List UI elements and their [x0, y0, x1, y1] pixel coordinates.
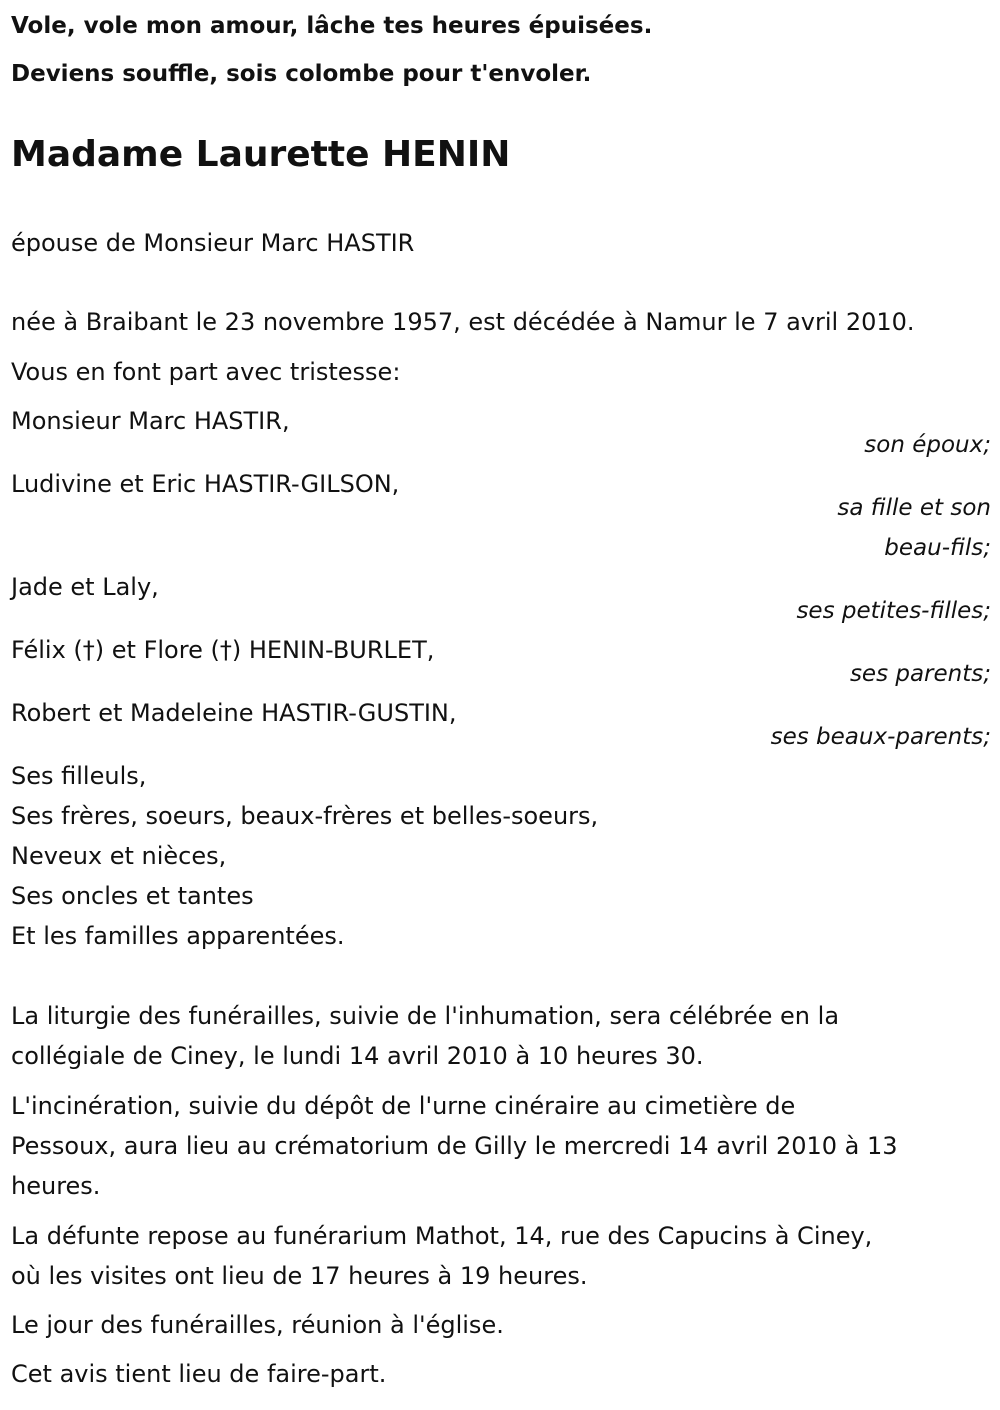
meeting-line: Le jour des funérailles, réunion à l'église. [11, 1311, 504, 1339]
other-relatives-line: Neveux et nièces, [11, 842, 227, 870]
family-relation: beau-fils; [884, 535, 991, 561]
liturgy-line-1: La liturgie des funérailles, suivie de l'inhumation, sera célébrée en la [11, 1002, 840, 1030]
other-relatives-line: Ses frères, soeurs, beaux-frères et belles-soeurs, [11, 802, 599, 830]
liturgy-line-2: collégiale de Ciney, le lundi 14 avril 2010 à 10 heures 30. [11, 1042, 704, 1070]
cremation-line-1: L'incinération, suivie du dépôt de l'urne cinéraire au cimetière de [11, 1092, 796, 1120]
family-name: Félix (†) et Flore (†) HENIN-BURLET, [11, 636, 435, 664]
announcement-intro: Vous en font part avec tristesse: [11, 358, 401, 386]
family-relation: sa fille et son [837, 495, 991, 521]
other-relatives-line: Ses filleuls, [11, 762, 147, 790]
family-relation: ses petites-filles; [796, 598, 991, 624]
family-name: Monsieur Marc HASTIR, [11, 407, 290, 435]
repose-line-2: où les visites ont lieu de 17 heures à 19 heures. [11, 1262, 588, 1290]
poem-line-1: Vole, vole mon amour, lâche tes heures épuisées. [11, 13, 653, 39]
cremation-line-2: Pessoux, aura lieu au crématorium de Gilly le mercredi 14 avril 2010 à 13 [11, 1132, 898, 1160]
spouse-line: épouse de Monsieur Marc HASTIR [11, 229, 415, 257]
family-name: Jade et Laly, [11, 573, 159, 601]
family-relation: ses beaux-parents; [770, 724, 991, 750]
cremation-line-3: heures. [11, 1172, 101, 1200]
notice-line: Cet avis tient lieu de faire-part. [11, 1360, 387, 1388]
birth-death-line: née à Braibant le 23 novembre 1957, est décédée à Namur le 7 avril 2010. [11, 308, 915, 336]
other-relatives-line: Et les familles apparentées. [11, 922, 345, 950]
family-name: Robert et Madeleine HASTIR-GUSTIN, [11, 699, 457, 727]
family-name: Ludivine et Eric HASTIR-GILSON, [11, 470, 400, 498]
deceased-name: Madame Laurette HENIN [11, 134, 511, 175]
other-relatives-line: Ses oncles et tantes [11, 882, 254, 910]
repose-line-1: La défunte repose au funérarium Mathot, 14, rue des Capucins à Ciney, [11, 1222, 873, 1250]
poem-line-2: Deviens souffle, sois colombe pour t'envoler. [11, 61, 592, 87]
family-relation: son époux; [864, 432, 991, 458]
family-relation: ses parents; [849, 661, 991, 687]
